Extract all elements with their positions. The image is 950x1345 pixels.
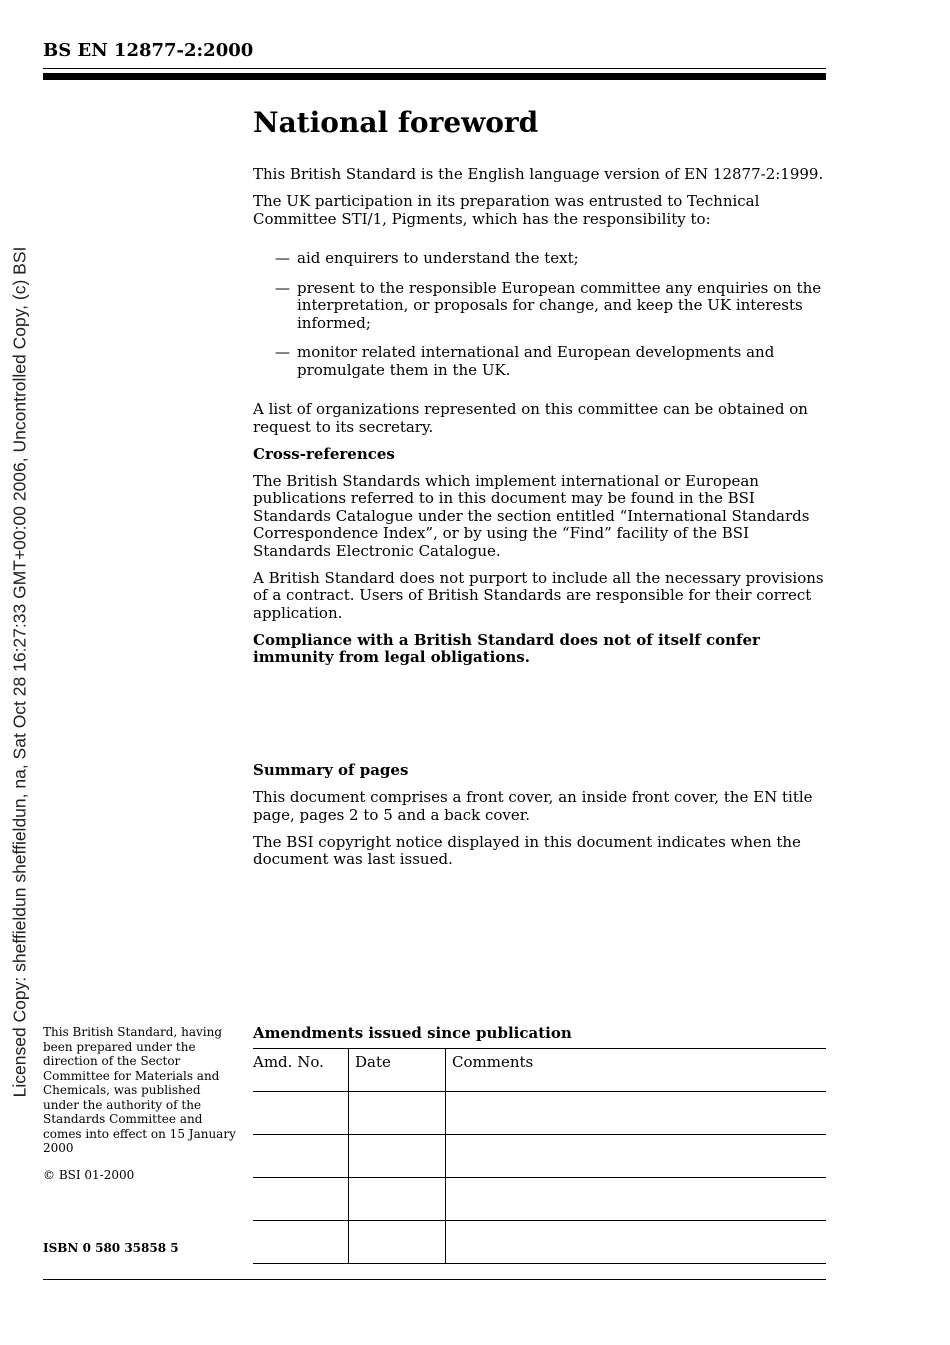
header-rule-thick bbox=[43, 73, 826, 80]
summary-section bbox=[253, 762, 828, 878]
organizations-paragraph: A list of organizations represented on this committee can be obtained on request to its secretary. bbox=[253, 400, 808, 436]
table-cell bbox=[253, 1135, 349, 1178]
crossref-heading: Cross-references bbox=[253, 444, 395, 463]
header-rule-thin bbox=[43, 68, 826, 69]
summary-paragraph: This document comprises a front cover, an inside front cover, the EN title page, pages 2 to 5 and a back cover. bbox=[253, 788, 813, 824]
column-header-date: Date bbox=[349, 1049, 446, 1092]
table-row bbox=[253, 1221, 826, 1264]
amendments-title: Amendments issued since publication bbox=[253, 1024, 572, 1042]
copyright-notice-paragraph: The BSI copyright notice displayed in this document indicates when the document was last issued. bbox=[253, 832, 801, 868]
table-header-row bbox=[253, 1049, 826, 1092]
table-cell bbox=[253, 1221, 349, 1264]
table-cell bbox=[349, 1178, 446, 1221]
committee-paragraph: The UK participation in its preparation was entrusted to Technical Committee STI/1, Pigments, which has the responsibility to: bbox=[253, 192, 760, 228]
table-cell bbox=[349, 1135, 446, 1178]
summary-heading: Summary of pages bbox=[253, 761, 409, 779]
table-cell bbox=[446, 1178, 827, 1221]
amendments-table bbox=[253, 1048, 826, 1264]
list-item bbox=[275, 344, 828, 379]
column-header-comments: Comments bbox=[446, 1049, 827, 1092]
copyright-line: © BSI 01-2000 bbox=[43, 1168, 135, 1182]
compliance-statement: Compliance with a British Standard does not of itself confer immunity from legal obligations. bbox=[253, 630, 760, 666]
table-cell bbox=[349, 1092, 446, 1135]
list-item-text: present to the responsible European committee any enquiries on the interpretation, or proposals for change, and keep the UK interests informed; bbox=[297, 278, 822, 332]
dash-bullet: — bbox=[275, 343, 290, 361]
dash-bullet: — bbox=[275, 278, 290, 297]
isbn-number: ISBN 0 580 35858 5 bbox=[43, 1241, 179, 1255]
table-row bbox=[253, 1092, 826, 1135]
table-cell bbox=[446, 1135, 827, 1178]
table-cell bbox=[349, 1221, 446, 1264]
national-foreword-section bbox=[253, 106, 828, 676]
table-cell bbox=[253, 1092, 349, 1135]
table-cell bbox=[446, 1092, 827, 1135]
crossref-paragraph: The British Standards which implement international or European publications referred to in this document may be found in the BSI Standards Catalogue under the section entitled “International Standards Correspondence Index”, or by using the “Find” facility of the BSI Standards Electronic Catalogue. bbox=[253, 471, 810, 560]
purport-paragraph: A British Standard does not purport to include all the necessary provisions of a contract. Users of British Standards are responsible for their correct application. bbox=[253, 568, 824, 622]
license-watermark: Licensed Copy: sheffieldun sheffieldun, na, Sat Oct 28 16:27:33 GMT+00:00 2006, Uncontrolled Copy, (c) BSI bbox=[9, 246, 30, 1098]
responsibility-list bbox=[253, 250, 828, 379]
table-row bbox=[253, 1178, 826, 1221]
table-cell bbox=[446, 1221, 827, 1264]
publication-note: This British Standard, having been prepared under the direction of the Sector Committee for Materials and Chemicals, was published under the authority of the Standards Committee and comes into effect on 15 January 2000 bbox=[43, 1025, 236, 1155]
list-item-text: aid enquirers to understand the text; bbox=[297, 249, 579, 267]
table-row bbox=[253, 1135, 826, 1178]
dash-bullet: — bbox=[275, 249, 290, 267]
list-item-text: monitor related international and European developments and promulgate them in the UK. bbox=[297, 343, 775, 379]
table-cell bbox=[253, 1178, 349, 1221]
column-header-amd-no: Amd. No. bbox=[253, 1049, 349, 1092]
page-title: National foreword bbox=[253, 106, 539, 139]
intro-paragraph: This British Standard is the English language version of EN 12877-2:1999. bbox=[253, 165, 824, 183]
footer-rule bbox=[43, 1279, 826, 1280]
list-item bbox=[275, 250, 828, 268]
document-code: BS EN 12877-2:2000 bbox=[43, 40, 254, 61]
list-item bbox=[275, 280, 828, 333]
